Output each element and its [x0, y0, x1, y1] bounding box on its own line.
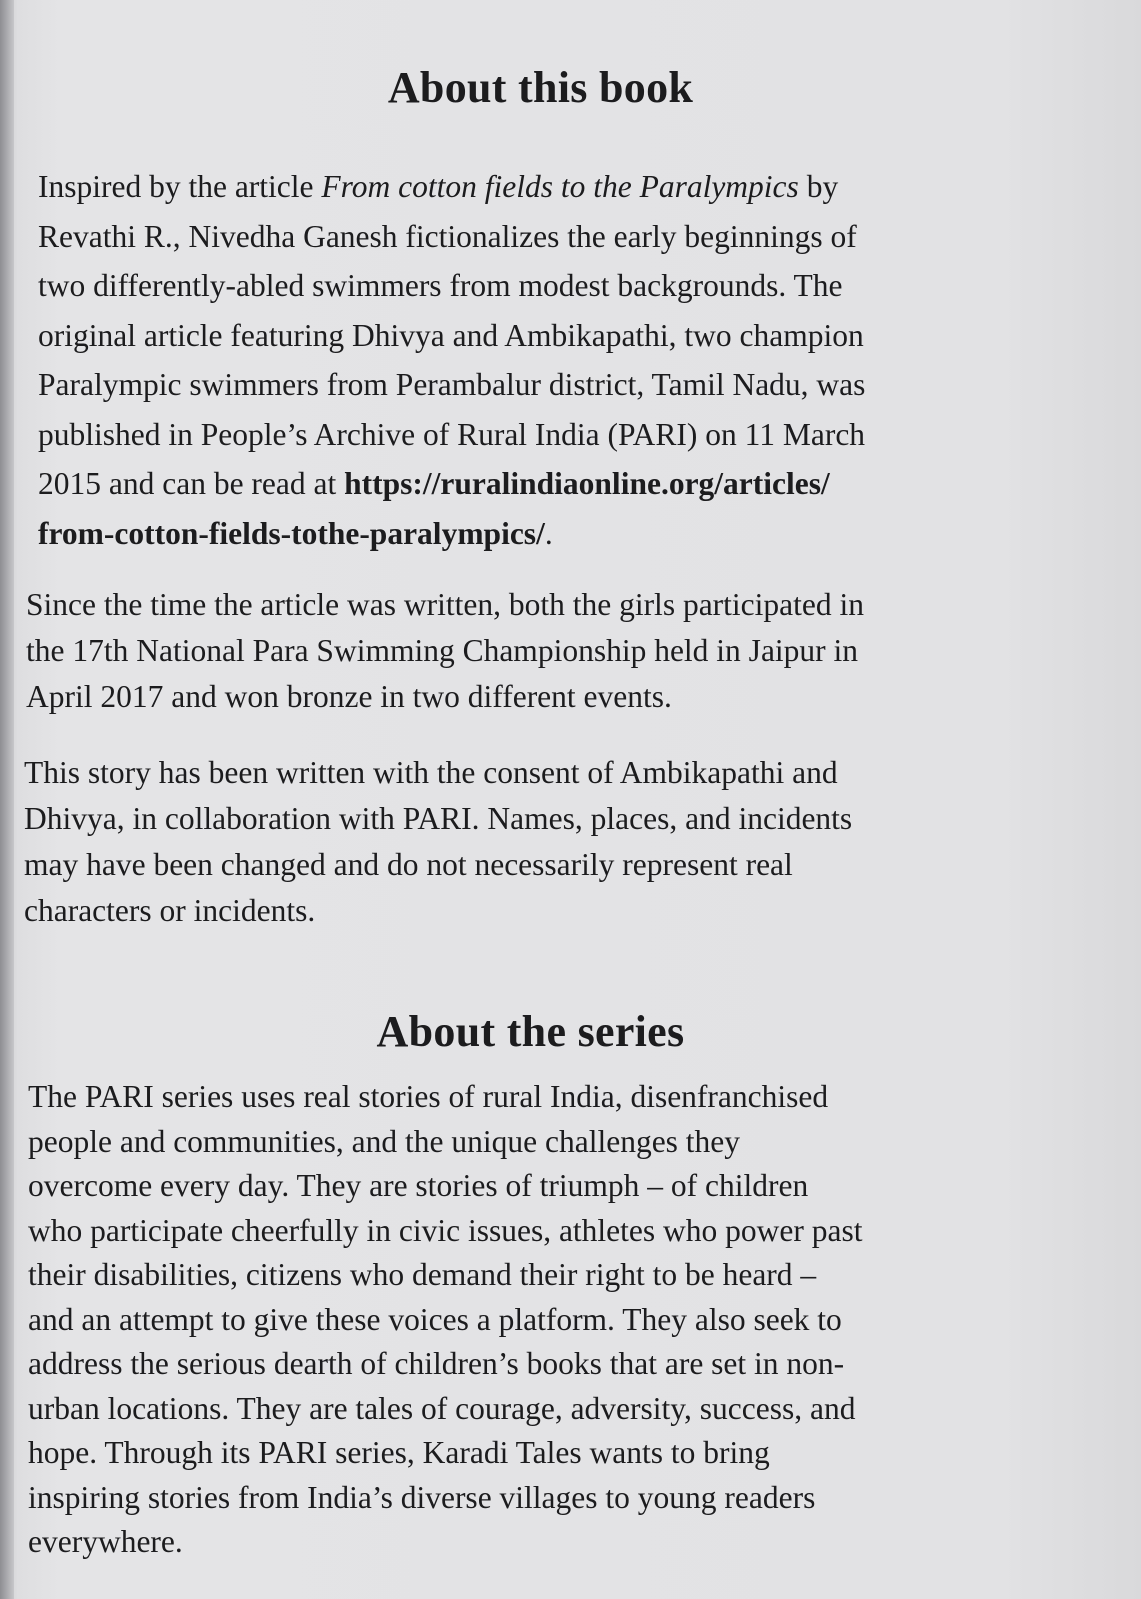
text-segment: Inspired by the article	[38, 169, 322, 204]
about-book-paragraph-1	[38, 162, 865, 558]
text-line: characters or incidents.	[24, 893, 316, 928]
text-line	[38, 459, 865, 509]
text-line: published in People’s Archive of Rural India (PARI) on 11 March	[38, 416, 866, 452]
text-line: April 2017 and won bronze in two different events.	[26, 679, 672, 714]
text-line: two differently-abled swimmers from modest backgrounds. The	[38, 268, 843, 303]
text-line: Paralympic swimmers from Perambalur district, Tamil Nadu, was	[38, 367, 866, 402]
text-line: The PARI series uses real stories of rural India, disenfranchised	[28, 1079, 829, 1114]
article-url-part-1: https://ruralindiaonline.org/articles/	[344, 466, 830, 501]
text-segment: 2015 and can be read at	[38, 466, 345, 501]
text-line: inspiring stories from India’s diverse villages to young readers	[28, 1479, 816, 1515]
text-line: original article featuring Dhivya and Ambikapathi, two champion	[38, 317, 864, 353]
text-line: everywhere.	[28, 1524, 183, 1559]
text-line: Dhivya, in collaboration with PARI. Names, places, and incidents	[24, 801, 853, 836]
article-title: From cotton fields to the Paralympics	[321, 169, 799, 204]
text-line	[38, 509, 865, 559]
text-line: Revathi R., Nivedha Ganesh fictionalizes the early beginnings of	[38, 218, 857, 254]
text-line: This story has been written with the consent of Ambikapathi and	[24, 755, 838, 790]
text-line: hope. Through its PARI series, Karadi Tales wants to bring	[28, 1435, 770, 1470]
text-line: overcome every day. They are stories of triumph – of children	[28, 1168, 809, 1203]
about-series-paragraph	[28, 1075, 863, 1565]
text-line: and an attempt to give these voices a platform. They also seek to	[28, 1301, 842, 1337]
text-line: address the serious dearth of children’s books that are set in non-	[28, 1346, 845, 1381]
about-book-heading: About this book	[387, 63, 694, 112]
about-series-heading: About the series	[376, 1007, 685, 1056]
text-line: their disabilities, citizens who demand their right to be heard –	[28, 1257, 817, 1292]
text-line: people and communities, and the unique challenges they	[28, 1123, 741, 1159]
text-line	[38, 162, 865, 212]
text-line: who participate cheerfully in civic issues, athletes who power past	[28, 1212, 863, 1248]
about-book-paragraph-2	[26, 582, 864, 720]
about-book-paragraph-3	[24, 750, 852, 934]
text-segment: by	[798, 169, 839, 204]
text-line: urban locations. They are tales of courage, adversity, success, and	[28, 1390, 856, 1426]
text-line: Since the time the article was written, both the girls participated in	[26, 587, 864, 622]
text-segment: .	[544, 515, 553, 551]
text-line: may have been changed and do not necessarily represent real	[24, 847, 793, 882]
article-url-part-2: from-cotton-fields-tothe-paralympics/	[38, 515, 545, 551]
text-line: the 17th National Para Swimming Championship held in Jaipur in	[26, 633, 859, 668]
